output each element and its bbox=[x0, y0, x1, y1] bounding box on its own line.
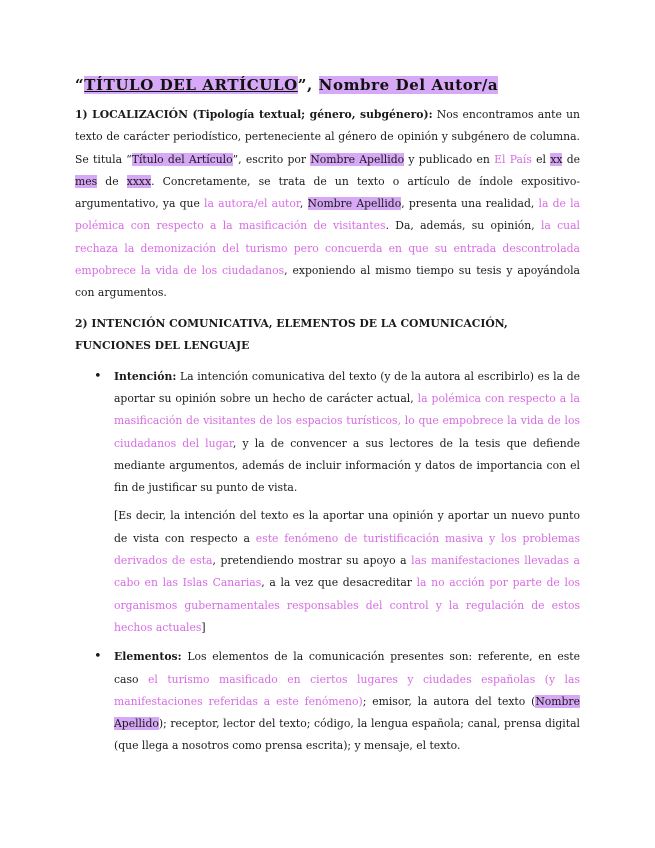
author-name: Nombre Del Autor/a bbox=[318, 76, 499, 94]
pink-no-accion: la no acción por parte de los organismos gubernamentales responsables del control y la regulación de estos hechos actuales bbox=[114, 576, 580, 634]
article-title bbox=[75, 74, 580, 96]
list-item-intencion bbox=[114, 366, 580, 640]
pink-opinion: la cual rechaza la demonización del turismo pero concuerda en que su entrada descontrolada empobrece la vida de los ciudadanos bbox=[75, 219, 581, 278]
elementos-label: Elementos: bbox=[114, 650, 182, 664]
intencion-label: Intención: bbox=[114, 369, 177, 383]
text-run: , bbox=[299, 197, 308, 211]
pink-author-role: la autora/el autor bbox=[204, 197, 300, 211]
section-2-heading: 2) INTENCIÓN COMUNICATIVA, ELEMENTOS DE LA COMUNICACIÓN, FUNCIONES DEL LENGUAJE bbox=[75, 316, 508, 353]
highlight-day: xx bbox=[550, 152, 563, 166]
text-run: y publicado en bbox=[404, 152, 495, 166]
highlight-title: Título del Artículo bbox=[131, 152, 233, 166]
document-body bbox=[75, 74, 580, 765]
text-run: ); receptor, lector del texto; código, la lengua española; canal, prensa digital (que llega a nosotros como prensa escrita); y mensaje, el texto. bbox=[114, 717, 580, 753]
highlight-month: mes bbox=[75, 174, 98, 188]
text-run: de bbox=[97, 174, 127, 188]
section-1-heading: 1) LOCALIZACIÓN (Tipología textual; género, subgénero): bbox=[75, 108, 433, 121]
text-run: el bbox=[531, 152, 551, 166]
text-run: ”, escrito por bbox=[232, 152, 311, 166]
pink-fenomeno: este fenómeno de turistificación masiva y los problemas derivados de esta bbox=[114, 531, 580, 568]
highlight-author-3: Nombre Apellido bbox=[114, 694, 580, 731]
highlight-year: xxxx bbox=[126, 174, 152, 188]
text-run: Nos encontramos ante un texto de carácter periodístico, perteneciente al género de opinión y subgénero de columna. Se titula “ bbox=[75, 108, 580, 166]
highlight-author: Nombre Apellido bbox=[310, 152, 405, 166]
pink-manifestaciones: las manifestaciones llevadas a cabo en las Islas Canarias bbox=[114, 554, 580, 590]
text-run: Los elementos de la comunicación presentes son: referente, en este caso bbox=[114, 650, 580, 686]
title-separator: , bbox=[307, 76, 319, 94]
text-run: , pretendiendo mostrar su apoyo a bbox=[212, 554, 412, 568]
text-run: , y la de convencer a sus lectores de la tesis que defiende mediante argumentos, además de incluir información y datos de importancia con el fin de justificar su punto de vista. bbox=[114, 436, 580, 495]
pink-polemica: la polémica con respecto a la masificación de visitantes de los espacios turísticos, lo que empobrece la vida de los ciudadanos del lugar bbox=[114, 391, 580, 450]
text-run: ] bbox=[201, 620, 206, 634]
title-open-quote: “ bbox=[75, 76, 85, 94]
text-run: , presenta una realidad, bbox=[401, 197, 539, 211]
elementos-paragraph bbox=[114, 646, 580, 757]
list-item-elementos bbox=[114, 646, 580, 757]
article-title-text: TÍTULO DEL ARTÍCULO bbox=[84, 76, 298, 94]
intencion-summary-paragraph bbox=[114, 505, 580, 639]
highlight-author-2: Nombre Apellido bbox=[307, 197, 402, 211]
intencion-paragraph bbox=[114, 366, 580, 500]
section-2-list bbox=[75, 366, 580, 758]
text-run: [Es decir, la intención del texto es la aportar una opinión y aportar un nuevo punto de vista con respecto a bbox=[114, 509, 580, 545]
text-run: La intención comunicativa del texto (y de la autora al escribirlo) es la de aportar su opinión sobre un hecho de carácter actual, bbox=[114, 369, 580, 405]
text-run: de bbox=[562, 152, 580, 166]
title-close-quote: ” bbox=[297, 76, 307, 94]
text-run: ; emisor, la autora del texto ( bbox=[362, 694, 536, 708]
text-run: , a la vez que desacreditar bbox=[261, 576, 417, 590]
pink-turismo: el turismo masificado en ciertos lugares y ciudades españolas (y las manifestaciones referidas a este fenómeno) bbox=[114, 672, 580, 708]
section-1-paragraph bbox=[75, 104, 580, 305]
pink-newspaper: El País bbox=[494, 152, 532, 166]
text-run: . Da, además, su opinión, bbox=[385, 219, 541, 233]
pink-reality: la de la polémica con respecto a la masificación de visitantes bbox=[75, 197, 580, 233]
text-run: . Concretamente, se trata de un texto o artículo de índole expositivo-argumentativo, ya que bbox=[75, 174, 580, 211]
text-run: , exponiendo al mismo tiempo su tesis y apoyándola con argumentos. bbox=[75, 264, 580, 300]
